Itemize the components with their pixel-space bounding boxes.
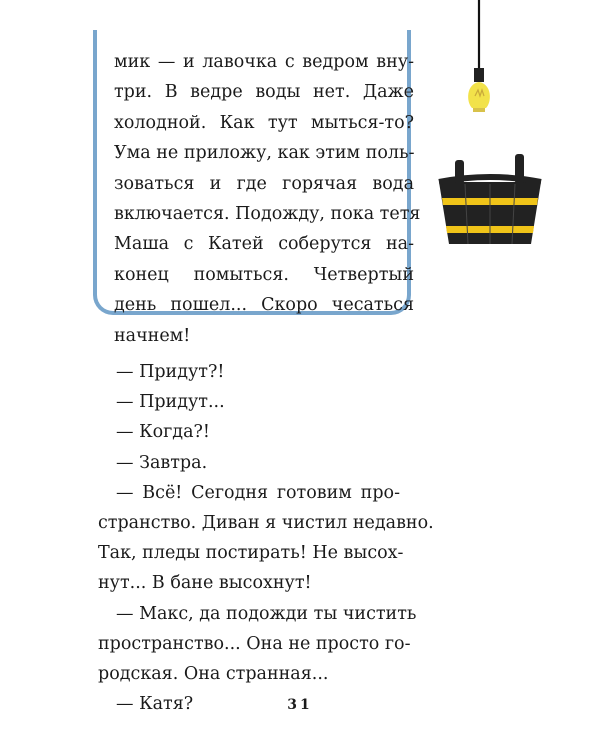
dialogue-line: — Катя? (116, 694, 194, 715)
dialogue-line: — Всё! Сегодня готовим про- (116, 482, 400, 503)
page-number: 31 (287, 697, 313, 713)
note-line: холодной. Как тут мыться-то? (114, 112, 414, 133)
note-line: Ума не приложу, как этим поль- (114, 143, 415, 164)
note-text (114, 47, 421, 351)
dialogue-line: — Завтра. (116, 452, 208, 473)
dialogue-line: — Когда?! (116, 422, 210, 443)
dialogue-line: нут... В бане высохнут! (98, 573, 312, 594)
note-line: Маша с Катей соберутся на- (114, 234, 414, 255)
dialogue-line: — Придут?! (116, 362, 225, 382)
note-line: конец помыться. Четвертый (114, 264, 414, 285)
note-line: зоваться и где горячая вода (114, 173, 414, 194)
dialogue-line: — Придут... (116, 392, 225, 413)
wooden-bucket-icon (435, 150, 545, 250)
note-line: день пошел... Скоро чесаться (114, 295, 414, 316)
dialogue-line: странство. Диван я чистил недавно. (98, 513, 434, 534)
dialogue-text (98, 357, 434, 719)
dialogue-line: Так, пледы постирать! Не высох- (98, 543, 404, 564)
light-bulb-icon (458, 0, 502, 118)
note-line: мик — и лавочка с ведром вну- (114, 52, 414, 72)
note-line: три. В ведре воды нет. Даже (114, 82, 414, 103)
dialogue-line: — Макс, да подожди ты чистить (116, 603, 417, 624)
note-line: включается. Подожду, пока тетя (114, 204, 421, 225)
dialogue-line: родская. Она странная... (98, 664, 329, 685)
dialogue-line: пространство... Она не просто го- (98, 633, 411, 654)
note-line: начнем! (114, 325, 191, 346)
